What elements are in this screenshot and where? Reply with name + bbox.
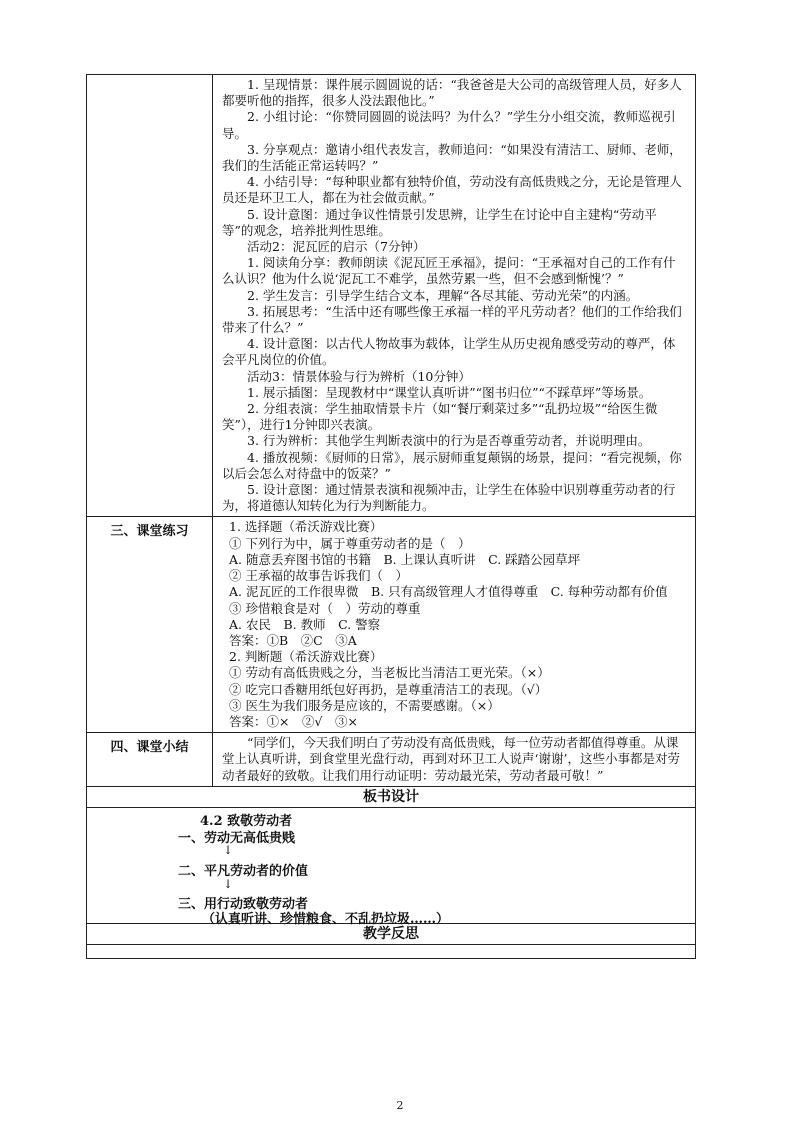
activity1-para: 1. 呈现情景：课件展示圆圆说的话：“我爸爸是大公司的高级管理人员，好多人都要听他的指挥，很多人没法跟他比。” xyxy=(222,77,682,109)
reflection-cell xyxy=(87,944,696,958)
practice-line: A. 随意丢弃图书馆的书籍 B. 上课认真听讲 C. 踩踏公园草坪 xyxy=(229,551,581,567)
practice-line: ① 下列行为中，属于尊重劳动者的是（ ） xyxy=(229,535,471,551)
activity3-title: 活动3：情景体验与行为辨析（10分钟） xyxy=(247,368,471,384)
activities-content-cell xyxy=(213,75,696,517)
summary-row xyxy=(87,733,696,787)
activity2-para: 2. 学生发言：引导学生结合文本，理解“各尽其能、劳动光荣”的内涵。 xyxy=(247,287,639,303)
board-point-2: 二、平凡劳动者的价值 xyxy=(178,863,309,879)
summary-label: 四、课堂小结 xyxy=(87,733,213,787)
lesson-plan-table xyxy=(86,74,696,959)
practice-line: ② 王承福的故事告诉我们（ ） xyxy=(229,568,408,584)
practice-label: 三、课堂练习 xyxy=(87,517,213,733)
practice-content-cell xyxy=(213,517,696,733)
practice-line: ③ 珍惜粮食是对（ ）劳动的尊重 xyxy=(229,600,421,616)
activity2-title: 活动2：泥瓦匠的启示（7分钟） xyxy=(247,239,426,255)
activity3-para: 2. 分组表演：学生抽取情景卡片（如“餐厅剩菜过多”“乱扔垃圾”“给医生微笑”），进行1分钟即兴表演。 xyxy=(222,401,658,433)
board-heading: 4.2 致敬劳动者 xyxy=(200,813,293,829)
board-note: （认真听讲、珍惜粮食、不乱扔垃圾……） xyxy=(202,911,450,927)
practice-line: 2. 判断题（希沃游戏比赛） xyxy=(229,649,383,665)
activity1-para: 3. 分享观点：邀请小组代表发言，教师追问：“如果没有清洁工、厨师、老师，我们的生活能正常运转吗？” xyxy=(222,141,682,174)
board-cell xyxy=(87,807,696,927)
practice-line: A. 泥瓦匠的工作很卑微 B. 只有高级管理人才值得尊重 C. 每种劳动都有价值 xyxy=(229,584,668,600)
practice-line: A. 农民 B. 教师 C. 警察 xyxy=(229,616,381,632)
practice-line: 答案：①B ②C ③A xyxy=(229,632,357,648)
practice-line: 1. 选择题（希沃游戏比赛） xyxy=(229,519,383,535)
down-arrow-icon: ↓ xyxy=(223,842,234,857)
board-design xyxy=(87,808,695,927)
activity2-para: 3. 拓展思考：“生活中还有哪些像王承福一样的平凡劳动者？他们的工作给我们带来了什么？” xyxy=(222,303,682,336)
activity1-para: 2. 小组讨论：“你赞同圆圆的说法吗？为什么？”学生分小组交流，教师巡视引导。 xyxy=(222,109,676,141)
activities-row xyxy=(87,75,696,517)
practice-line: ① 劳动有高低贵贱之分，当老板比当清洁工更光荣。（×） xyxy=(229,665,550,681)
practice-line: ③ 医生为我们服务是应该的，不需要感谢。（×） xyxy=(229,697,500,713)
activity1-para: 4. 小结引导：“每种职业都有独特价值，劳动没有高低贵贱之分，无论是管理人员还是环卫工人，都在为社会做贡献。” xyxy=(222,174,682,206)
activity1-para: 5. 设计意图：通过争议性情景引发思辨，让学生在讨论中自主建构“劳动平等”的观念，培养批判性思维。 xyxy=(222,206,657,238)
activities-label-cell xyxy=(87,75,213,517)
board-point-3: 三、用行动致敬劳动者 xyxy=(178,896,309,912)
activity3-para: 4. 播放视频：《厨师的日常》，展示厨师重复颠锅的场景，提问：“看完视频，你以后会怎么对待盘中的饭菜？” xyxy=(222,449,682,481)
activity2-para: 1. 阅读角分享：教师朗读《泥瓦匠王承福》，提问：“王承福对自己的工作有什么认识？他为什么说‘泥瓦工不难学，虽然劳累一些，但不会感到惭愧’？” xyxy=(222,255,676,287)
practice-row xyxy=(87,517,696,733)
reflection-row xyxy=(87,944,696,958)
down-arrow-icon: ↓ xyxy=(223,876,234,891)
board-title-row xyxy=(87,786,696,807)
reflection-title: 教学反思 xyxy=(87,923,696,944)
summary-content-cell xyxy=(213,733,696,787)
activity2-para: 4. 设计意图：以古代人物故事为载体，让学生从历史视角感受劳动的尊严，体会平凡岗位的价值。 xyxy=(222,336,676,368)
board-row xyxy=(87,807,696,923)
page-number: 2 xyxy=(396,1099,404,1112)
activity3-para: 5. 设计意图：通过情景表演和视频冲击，让学生在体验中识别尊重劳动者的行为，将道德认知转化为行为判断能力。 xyxy=(222,482,676,514)
practice-line: 答案：①× ②√ ③× xyxy=(229,713,358,729)
activity3-para: 1. 展示插图：呈现教材中“课堂认真听讲”“图书归位”“不踩草坪”等场景。 xyxy=(247,384,652,400)
board-point-1: 一、劳动无高低贵贱 xyxy=(178,830,296,846)
activity3-para: 3. 行为辨析：其他学生判断表演中的行为是否尊重劳动者，并说明理由。 xyxy=(247,433,651,449)
board-title: 板书设计 xyxy=(87,786,696,807)
practice-line: ② 吃完口香糖用纸包好再扔，是尊重清洁工的表现。（√） xyxy=(229,681,548,697)
summary-text: “同学们，今天我们明白了劳动没有高低贵贱，每一位劳动者都值得尊重。从课堂上认真听讲，到食堂里光盘行动，再到对环卫工人说声‘谢谢’，这些小事都是对劳动者最好的致敬。让我们用行动证明：劳动最光荣，劳动者最可敬！” xyxy=(222,735,680,783)
